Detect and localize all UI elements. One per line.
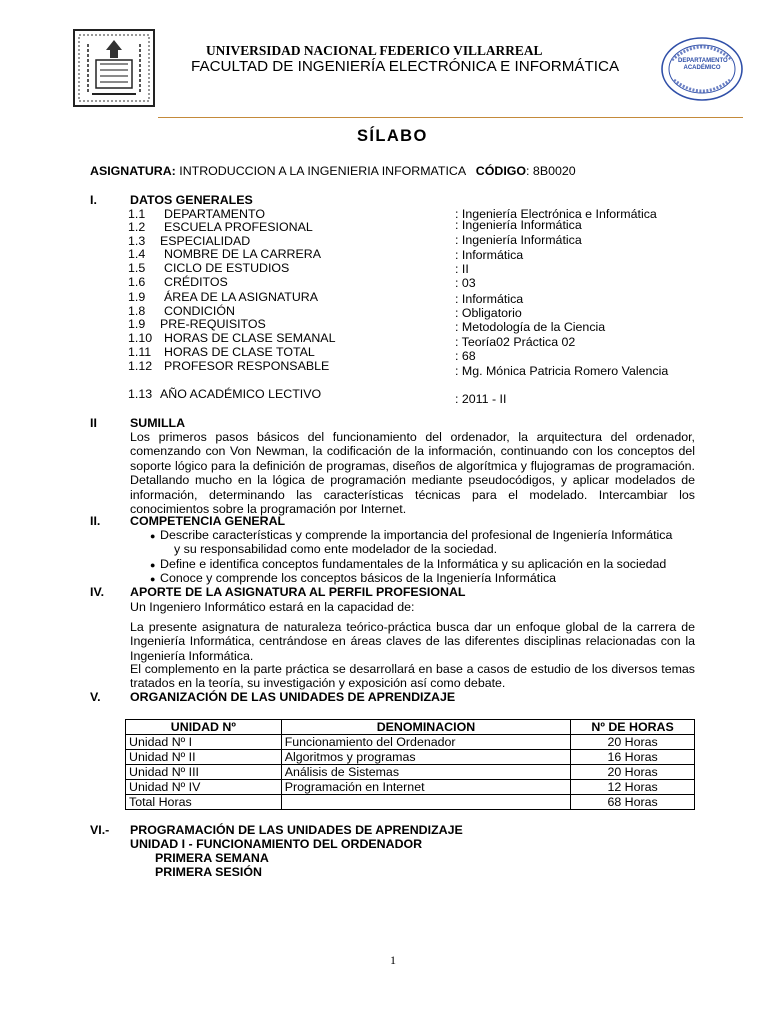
datos-row-num: 1.13 (128, 387, 153, 401)
table-row (126, 765, 695, 780)
table-cell: 20 Horas (571, 765, 695, 780)
unit-heading: UNIDAD I - FUNCIONAMIENTO DEL ORDENADOR (130, 837, 423, 851)
page-number: 1 (390, 953, 396, 967)
datos-row-label: AÑO ACADÉMICO LECTIVO (160, 387, 322, 401)
table-cell: Algoritmos y programas (281, 750, 570, 765)
bullet-icon: ● (150, 531, 156, 541)
datos-row-value: : Metodología de la Ciencia (455, 320, 606, 334)
table-cell: 20 Horas (571, 735, 695, 750)
asignatura-value: INTRODUCCION A LA INGENIERIA INFORMATICA (179, 164, 466, 178)
table-cell: Unidad Nº II (126, 750, 282, 765)
section-3-number: II. (90, 514, 101, 528)
table-cell (281, 795, 570, 810)
section-6-title: PROGRAMACIÓN DE LAS UNIDADES DE APRENDIZAJE (130, 823, 463, 837)
datos-row-num: 1.9 (128, 290, 146, 304)
datos-row-label: DEPARTAMENTO (164, 207, 265, 221)
table-cell: Unidad Nº III (126, 765, 282, 780)
section-2-number: II (90, 416, 97, 430)
table-header: DENOMINACION (281, 720, 570, 735)
datos-row-label: ÁREA DE LA ASIGNATURA (164, 290, 319, 304)
document-title: SÍLABO (357, 127, 428, 145)
datos-row-label: PRE-REQUISITOS (160, 317, 266, 331)
datos-row-label: CONDICIÓN (164, 304, 235, 318)
table-header: UNIDAD Nº (126, 720, 282, 735)
table-row (126, 780, 695, 795)
datos-row-value: : 2011 - II (455, 392, 507, 406)
datos-row-value: : 03 (455, 276, 476, 290)
section-2-title: SUMILLA (130, 416, 186, 430)
datos-row-value: : Ingeniería Informática (455, 233, 582, 247)
faculty-name: FACULTAD DE INGENIERÍA ELECTRÓNICA E INFORMÁTICA (191, 58, 620, 75)
codigo-label: CÓDIGO (475, 164, 527, 178)
datos-row-value: : II (455, 262, 469, 276)
datos-row-num: 1.11 (128, 345, 152, 359)
section-5-number: V. (90, 690, 101, 704)
competencia-item: Conoce y comprende los conceptos básicos de la Ingeniería Informática (160, 571, 557, 585)
section-3-title: COMPETENCIA GENERAL (130, 514, 286, 528)
competencia-item-cont: y su responsabilidad como ente modelador de la sociedad. (174, 542, 498, 556)
datos-row-label: HORAS DE CLASE SEMANAL (164, 331, 336, 345)
department-stamp (660, 36, 744, 102)
table-row (126, 735, 695, 750)
datos-row-value: : Ingeniería Informática (455, 218, 582, 232)
datos-row-label: HORAS DE CLASE TOTAL (164, 345, 315, 359)
table-cell: Unidad Nº I (126, 735, 282, 750)
week-heading: PRIMERA SEMANA (155, 851, 269, 865)
datos-row-num: 1.1 (128, 207, 146, 221)
table-cell: 16 Horas (571, 750, 695, 765)
datos-row-label: ESCUELA PROFESIONAL (164, 220, 313, 234)
section-1-title: DATOS GENERALES (130, 193, 253, 207)
datos-row-value: : Ingeniería Electrónica e Informática (455, 207, 657, 221)
aporte-paragraph-1: La presente asignatura de naturaleza teórico-práctica busca dar un enfoque global de la carrera de Ingeniería Informática, centrándose en áreas claves de las diferentes disciplinas relacionadas con la Ingeniería Informática. (130, 620, 695, 663)
table-cell: Programación en Internet (281, 780, 570, 795)
datos-row-label: NOMBRE DE LA CARRERA (164, 247, 321, 261)
units-table (125, 719, 695, 810)
datos-row-num: 1.12 (128, 359, 153, 373)
codigo-value: : 8B0020 (526, 164, 576, 178)
session-heading: PRIMERA SESIÓN (155, 865, 262, 879)
datos-row-value: : Informática (455, 292, 524, 306)
datos-row-num: 1.8 (128, 304, 146, 318)
table-row (126, 795, 695, 810)
university-logo (72, 28, 156, 108)
section-4-title: APORTE DE LA ASIGNATURA AL PERFIL PROFESIONAL (130, 585, 466, 599)
asignatura-label: ASIGNATURA: (90, 164, 176, 178)
stamp-text: DEPARTAMENTO ACADÉMICO (678, 58, 728, 71)
datos-row-num: 1.6 (128, 275, 146, 289)
datos-row-num: 1.2 (128, 220, 146, 234)
table-cell: 68 Horas (571, 795, 695, 810)
sumilla-text: Los primeros pasos básicos del funcionamiento del ordenador, la arquitectura del ordenador, comenzando con Von Newman, la codificación de la información, continuando con los conceptos del soporte lógico para la definición de programas, diseños de algorítmica y flujogramas de programación. Detallando mucho en la lógica de programación mediante pseudocódigos, y aplicar modelados de información, determinando las características técnicas para el modelado. Intercambiar los conocimientos sobre la programación por Internet. (130, 430, 695, 517)
section-6-number: VI.- (90, 823, 110, 837)
datos-row-num: 1.5 (128, 261, 146, 275)
table-row (126, 750, 695, 765)
datos-row-num: 1.4 (128, 247, 146, 261)
section-4-number: IV. (90, 585, 105, 599)
datos-row-label: PROFESOR RESPONSABLE (164, 359, 330, 373)
table-cell: Unidad Nº IV (126, 780, 282, 795)
university-name: UNIVERSIDAD NACIONAL FEDERICO VILLARREAL (206, 43, 543, 58)
aporte-paragraph-2: El complemento en la parte práctica se desarrollará en base a casos de estudio de los diversos temas tratados en la teoría, su investigación y exposición así como debate. (130, 662, 695, 691)
bullet-icon: ● (150, 560, 156, 570)
header-divider (158, 117, 743, 118)
section-5-title: ORGANIZACIÓN DE LAS UNIDADES DE APRENDIZAJE (130, 690, 456, 704)
datos-row-label: CICLO DE ESTUDIOS (164, 261, 290, 275)
table-cell: 12 Horas (571, 780, 695, 795)
section-1-number: I. (90, 193, 97, 207)
asignatura-line (90, 164, 576, 178)
table-cell: Análisis de Sistemas (281, 765, 570, 780)
aporte-intro: Un Ingeniero Informático estará en la capacidad de: (130, 600, 415, 614)
datos-row-value: : Teoría02 Práctica 02 (455, 335, 576, 349)
table-cell: Total Horas (126, 795, 282, 810)
datos-row-num: 1.9 (128, 317, 146, 331)
table-header: Nº DE HORAS (571, 720, 695, 735)
bullet-icon: ● (150, 574, 156, 584)
competencia-item: Define e identifica conceptos fundamentales de la Informática y su aplicación en la sociedad (160, 557, 667, 571)
table-cell: Funcionamiento del Ordenador (281, 735, 570, 750)
datos-row-value: : Informática (455, 248, 524, 262)
datos-row-num: 1.3 (128, 234, 146, 248)
datos-row-num: 1.10 (128, 331, 153, 345)
competencia-item: Describe características y comprende la importancia del profesional de Ingeniería Informática (160, 528, 673, 542)
table-header-row (126, 720, 695, 735)
datos-row-label: ESPECIALIDAD (160, 234, 251, 248)
datos-row-value: : Mg. Mónica Patricia Romero Valencia (455, 364, 669, 378)
datos-row-value: : Obligatorio (455, 306, 522, 320)
datos-row-label: CRÉDITOS (164, 275, 228, 289)
datos-row-value: : 68 (455, 349, 476, 363)
